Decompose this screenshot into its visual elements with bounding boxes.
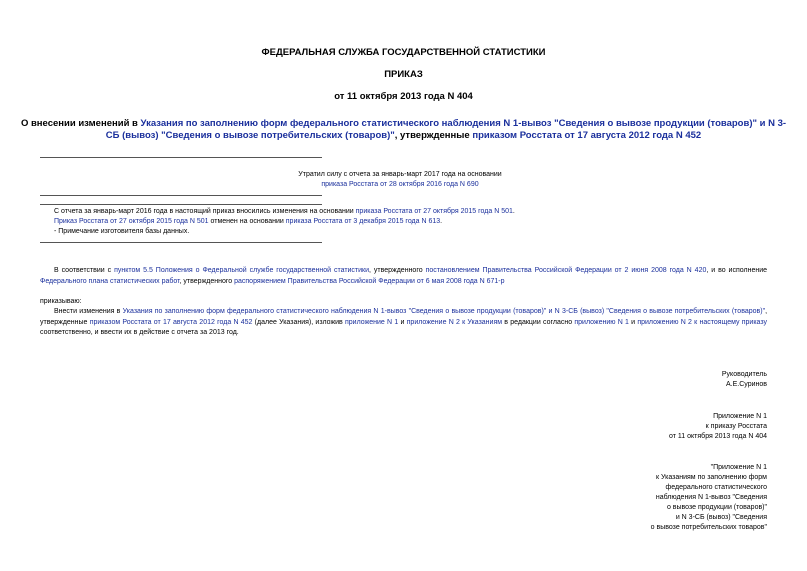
link-appendix-2-instructions[interactable]: приложение N 2 к Указаниям: [406, 318, 503, 326]
divider: [40, 204, 322, 205]
link-order-452[interactable]: приказом Росстата от 17 августа 2012 года N 452: [89, 318, 253, 326]
doc-title: [20, 118, 787, 142]
quote-line: федерального статистического: [665, 484, 767, 491]
text: , утвержденного: [179, 277, 235, 285]
editor-note-line3: - Примечание изготовителя базы данных.: [54, 228, 190, 235]
link-resolution-420[interactable]: постановлением Правительства Российской Федерации от 2 июня 2008 года N 420: [425, 267, 707, 274]
doc-date-number: от 11 октября 2013 года N 404: [334, 91, 473, 102]
text: в редакции согласно: [502, 318, 575, 326]
lost-force-note: [230, 170, 570, 190]
text: и: [628, 318, 638, 326]
title-link-order-452[interactable]: приказом Росстата от 17 августа 2012 года N 452: [472, 130, 702, 141]
editor-note-text: .: [440, 218, 443, 225]
title-text: О внесении изменений в: [20, 118, 141, 129]
divider: [40, 195, 322, 196]
quote-line: "Приложение N 1: [710, 464, 767, 471]
title-text: , утвержденные: [394, 130, 473, 141]
text: , и во исполнение: [706, 267, 768, 274]
text: , утвержденного: [369, 267, 426, 274]
quote-line: и N 3-СБ (вывоз) "Сведения: [675, 514, 767, 521]
editor-note-line2: [54, 217, 754, 227]
quote-line: о вывозе продукции (товаров)": [666, 504, 767, 511]
link-order-appendix-2[interactable]: приложению N 2 к настоящему приказу: [637, 318, 767, 326]
signatory-name: А.Е.Суринов: [726, 381, 767, 388]
editor-note-text: С отчета за январь-март 2016 года в настоящий приказ вносились изменения на основании: [54, 208, 356, 215]
quoted-appendix-header: [467, 463, 767, 533]
divider: [40, 242, 322, 243]
lost-force-link[interactable]: приказа Росстата от 28 октября 2016 года N 690: [321, 181, 479, 188]
quote-line: наблюдения N 1-вывоз "Сведения: [655, 494, 767, 501]
appendix-line: к приказу Росстата: [705, 423, 767, 430]
doc-type: ПРИКАЗ: [384, 69, 423, 80]
editor-note-link-613[interactable]: приказа Росстата от 3 декабря 2015 года N 613: [285, 218, 441, 225]
appendix-header: [467, 412, 767, 442]
link-order-appendix-1[interactable]: приложению N 1: [574, 318, 629, 326]
appendix-line: от 11 октября 2013 года N 404: [669, 433, 767, 440]
lost-force-text: Утратил силу с отчета за январь-март 2017 года на основании: [298, 171, 502, 178]
appendix-line: Приложение N 1: [713, 413, 767, 420]
editor-note-text: .: [512, 208, 515, 215]
order-word: приказываю:: [40, 298, 82, 305]
link-federal-plan[interactable]: Федерального плана статистических работ: [40, 277, 180, 285]
link-instructions[interactable]: Указания по заполнению форм федерального статистического наблюдения N 1-вывоз "Сведения о вывозе продукции (товаров)" и N 3-СБ (вывоз) "Сведения о вывозе потребительских (товаров)": [122, 308, 766, 315]
text: В соответствии с: [54, 267, 115, 274]
editor-note-link-501[interactable]: приказа Росстата от 27 октября 2015 года N 501: [355, 208, 513, 215]
text: соответственно, и ввести их в действие с отчета за 2013 год.: [40, 329, 239, 336]
editor-note-text: отменен на основании: [208, 218, 286, 225]
divider: [40, 157, 322, 158]
text: , утвержденные: [40, 308, 768, 326]
signature-block: [467, 370, 767, 390]
quote-line: о вывозе потребительских товаров": [650, 524, 767, 531]
signatory-role: Руководитель: [721, 371, 767, 378]
quote-line: к Указаниям по заполнению форм: [655, 474, 767, 481]
paragraph-order: [40, 307, 767, 339]
text: и: [398, 318, 407, 326]
title-link-instructions[interactable]: Указания по заполнению форм федерального статистического наблюдения N 1-вывоз "Сведения о вывозе продукции (товаров)" и N 3-СБ (вывоз) "Сведения о вывозе потребительских (товаров)": [105, 118, 787, 141]
link-regulation-5-5[interactable]: пунктом 5.5 Положения о Федеральной службе государственной статистики: [114, 267, 370, 274]
paragraph-basis: [40, 266, 767, 287]
editor-note-line1: [54, 207, 754, 217]
editor-note: [54, 207, 754, 237]
editor-note-link-501b[interactable]: Приказ Росстата от 27 октября 2015 года N 501: [54, 218, 209, 225]
agency-name: ФЕДЕРАЛЬНАЯ СЛУЖБА ГОСУДАРСТВЕННОЙ СТАТИСТИКИ: [261, 47, 546, 58]
link-appendix-1[interactable]: приложение N 1: [345, 318, 399, 326]
text: Внести изменения в: [54, 308, 123, 315]
text: (далее Указания), изложив: [252, 318, 345, 326]
link-decree-671[interactable]: распоряжением Правительства Российской Федерации от 6 мая 2008 года N 671-р: [234, 277, 505, 285]
